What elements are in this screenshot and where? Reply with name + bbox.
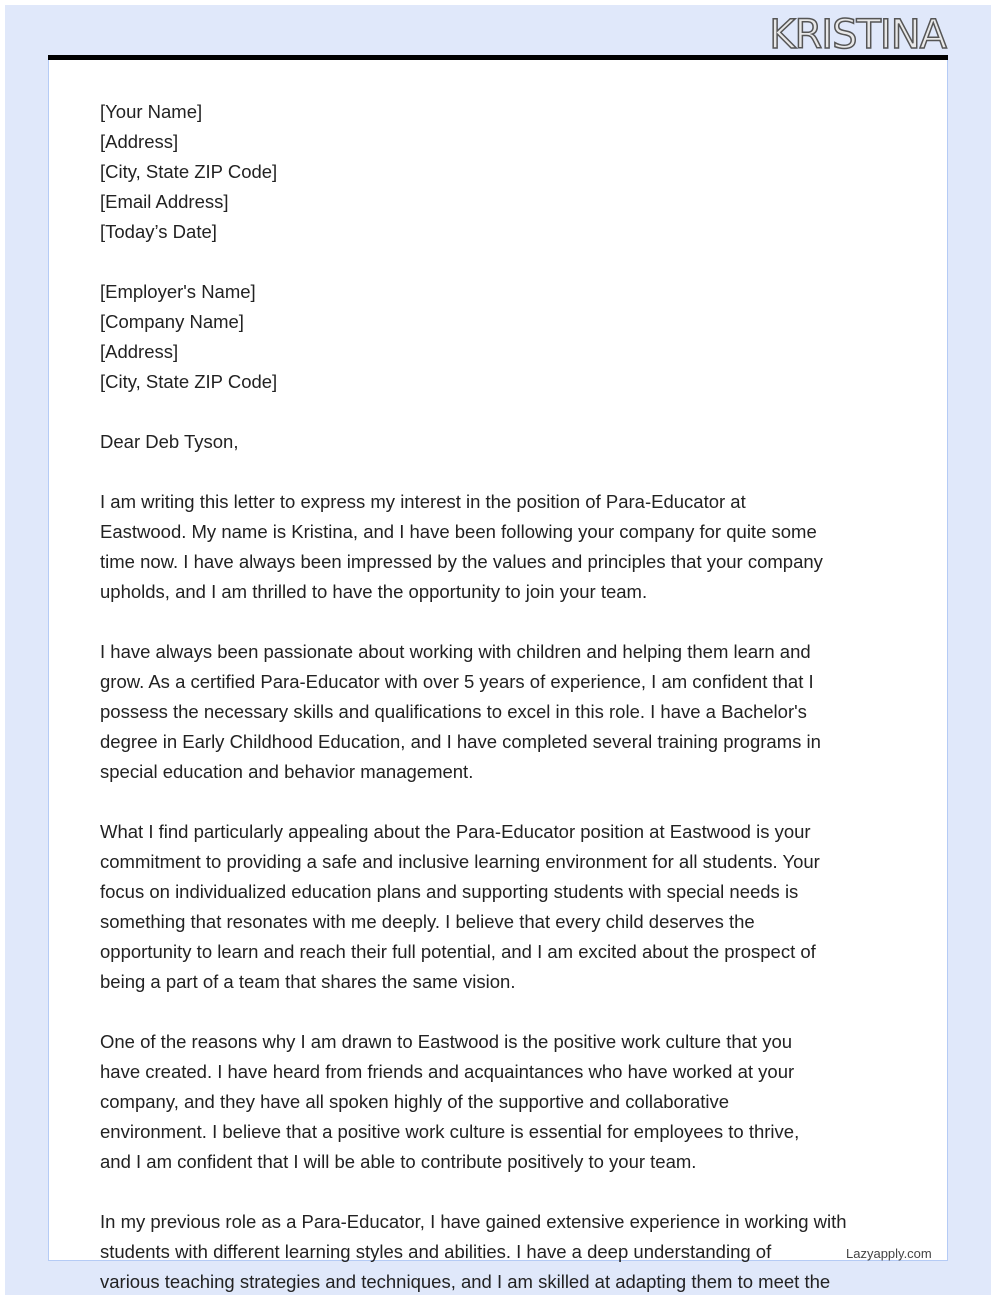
paragraph-line: grow. As a certified Para-Educator with over 5 years of experience, I am confident that I: [100, 671, 814, 692]
sender-line: [Email Address]: [100, 191, 229, 212]
paragraph-line: have created. I have heard from friends and acquaintances who have worked at your: [100, 1061, 795, 1082]
paragraph-line: environment. I believe that a positive work culture is essential for employees to thrive,: [100, 1121, 800, 1142]
paragraph-line: students with different learning styles and abilities. I have a deep understanding of: [100, 1241, 772, 1262]
recipient-line: [City, State ZIP Code]: [100, 371, 278, 392]
paragraph-line: possess the necessary skills and qualifications to excel in this role. I have a Bachelor's: [100, 701, 807, 722]
paragraph-line: time now. I have always been impressed by the values and principles that your company: [100, 551, 823, 572]
recipient-line: [Company Name]: [100, 311, 244, 332]
paragraph-line: degree in Early Childhood Education, and I have completed several training programs in: [100, 731, 821, 752]
paragraph-line: Eastwood. My name is Kristina, and I have been following your company for quite some: [100, 521, 817, 542]
paragraph-line: special education and behavior management.: [100, 761, 474, 782]
paragraph: [100, 817, 847, 997]
paragraph-line: opportunity to learn and reach their full potential, and I am excited about the prospect of: [100, 941, 816, 962]
recipient-line: [Address]: [100, 341, 179, 362]
paragraph-line: something that resonates with me deeply. I believe that every child deserves the: [100, 911, 755, 932]
brand-name: KRISTINA: [769, 12, 946, 58]
paragraph-line: upholds, and I am thrilled to have the opportunity to join your team.: [100, 581, 648, 602]
paragraph-line: company, and they have all spoken highly of the supportive and collaborative: [100, 1091, 730, 1112]
sender-line: [Today’s Date]: [100, 221, 217, 242]
recipient-line: [Employer's Name]: [100, 281, 256, 302]
sender-line: [Address]: [100, 131, 179, 152]
paragraph: [100, 1207, 847, 1297]
sender-line: [Your Name]: [100, 101, 203, 122]
paragraph-line: What I find particularly appealing about the Para-Educator position at Eastwood is your: [100, 821, 811, 842]
paragraph-line: I have always been passionate about working with children and helping them learn and: [100, 641, 811, 662]
paragraph-line: One of the reasons why I am drawn to Eastwood is the positive work culture that you: [100, 1031, 793, 1052]
paragraph: [100, 1027, 847, 1177]
letter-body: [100, 97, 847, 1297]
paragraph: [100, 637, 847, 787]
recipient-block: [100, 277, 847, 397]
paragraph-line: various teaching strategies and techniques, and I am skilled at adapting them to meet the: [100, 1271, 831, 1292]
paragraph-line: focus on individualized education plans and supporting students with special needs is: [100, 881, 799, 902]
paragraph-line: commitment to providing a safe and inclusive learning environment for all students. Your: [100, 851, 820, 872]
sender-block: [100, 97, 847, 247]
paragraph-line: and I am confident that I will be able to contribute positively to your team.: [100, 1151, 697, 1172]
sender-line: [City, State ZIP Code]: [100, 161, 278, 182]
paragraph-line: I am writing this letter to express my interest in the position of Para-Educator at: [100, 491, 746, 512]
salutation: Dear Deb Tyson,: [100, 431, 239, 452]
paragraph-line: In my previous role as a Para-Educator, I have gained extensive experience in working with: [100, 1211, 847, 1232]
paragraph-line: being a part of a team that shares the same vision.: [100, 971, 516, 992]
paragraph: [100, 487, 847, 607]
watermark: Lazyapply.com: [846, 1246, 932, 1261]
